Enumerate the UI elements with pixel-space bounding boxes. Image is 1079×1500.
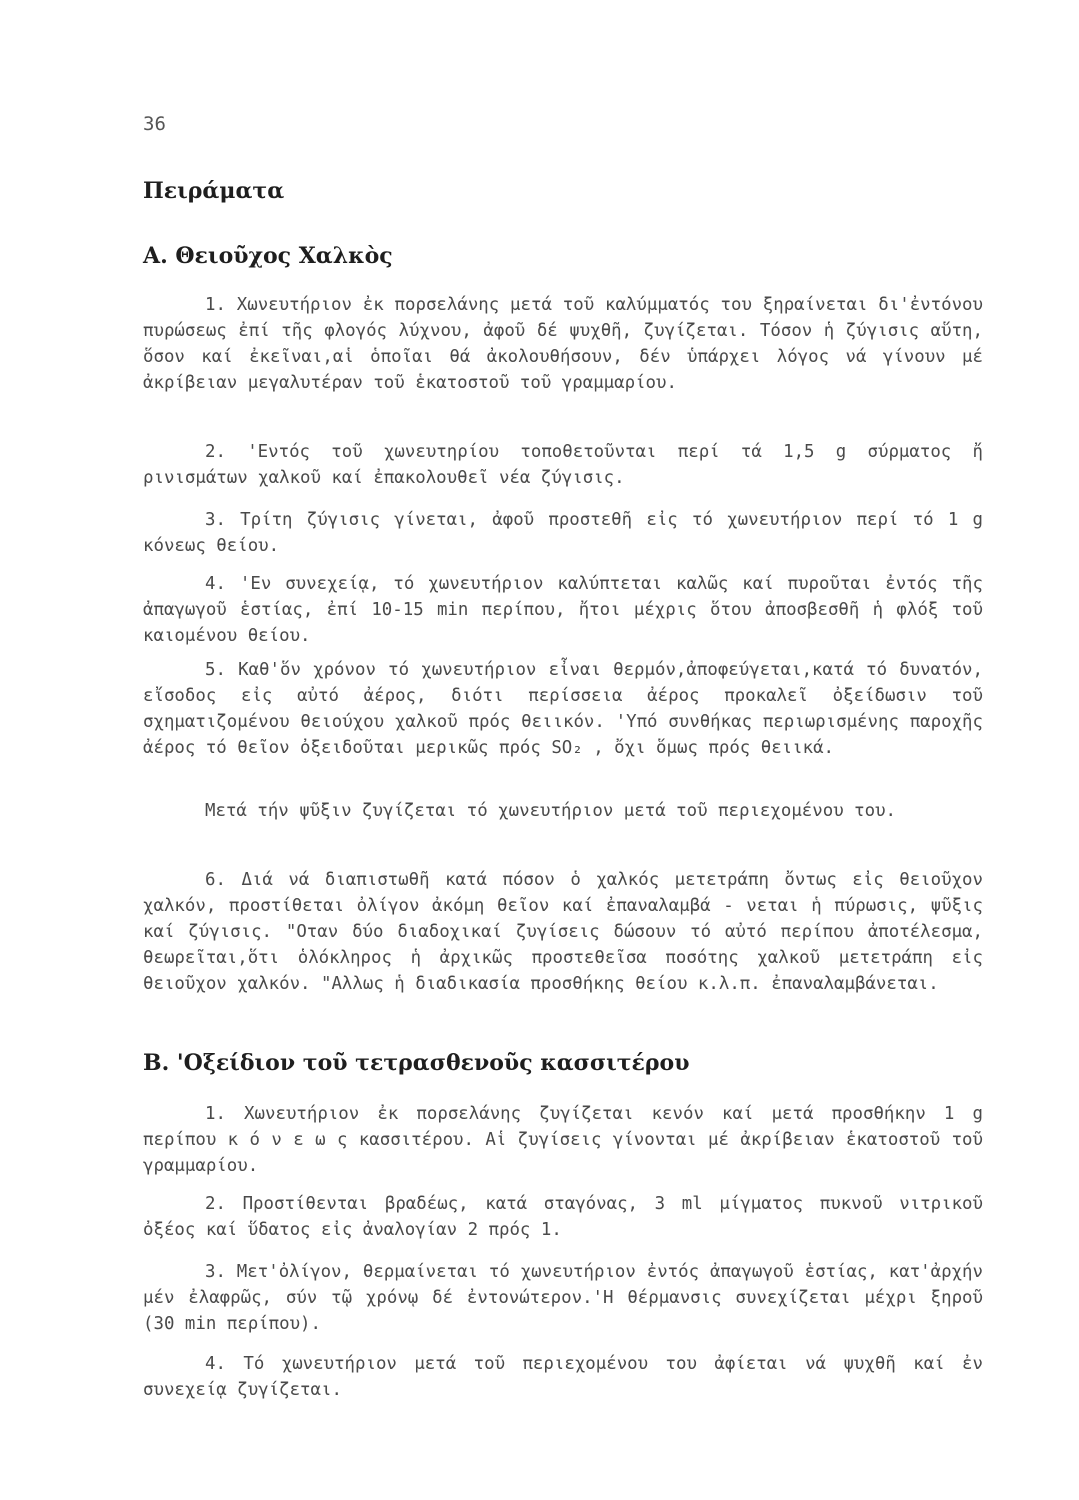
section-a-paragraph-3: 3. Τρίτη ζύγισις γίνεται, ἀφοῦ προστεθῆ εἰς τό χωνευτήριον περί τό 1 g κόνεως θείου. <box>143 510 983 556</box>
section-a-paragraph-5-continued: Μετά τήν ψῦξιν ζυγίζεται τό χωνευτήριον μετά τοῦ περιεχομένου του. <box>205 801 897 821</box>
section-a-paragraph-4: 4. 'Εν συνεχείᾳ, τό χωνευτήριον καλύπτεται καλῶς καί πυροῦται ἐντός τῆς ἀπαγωγοῦ ἑστίας, ἐπί 10-15 min περίπου, ἤτοι μέχρις ὅτου ἀποσβεσθῆ ἡ φλόξ τοῦ καιομένου θείου. <box>143 574 983 646</box>
section-a-paragraph-6: 6. Διά νά διαπιστωθῆ κατά πόσον ὁ χαλκός μετετράπη ὄντως εἰς θειοῦχον χαλκόν, προστίθεται ὀλίγον ἀκόμη θεῖον καί ἐπαναλαμβά - νεται ἡ πύρωσις, ψῦξις καί ζύγισις. "Οταν δύο διαδοχικαί ζυγίσεις δώσουν τό αὐτό περίπου ἀποτέλεσμα, θεωρεῖται,ὅτι ὁλόκληρος ἡ ἀρχικῶς προστεθεῖσα ποσότης χαλκοῦ μετετράπη εἰς θειοῦχον χαλκόν. "Αλλως ἡ διαδικασία προσθήκης θείου κ.λ.π. ἐπαναλαμβάνεται. <box>143 870 983 994</box>
section-b-paragraph-1: 1. Χωνευτήριον ἐκ πορσελάνης ζυγίζεται κενόν καί μετά προσθήκην 1 g περίπου κ ό ν ε ω ς κασσιτέρου. Αἱ ζυγίσεις γίνονται μέ ἀκρίβειαν ἑκατοστοῦ τοῦ γραμμαρίου. <box>143 1104 983 1176</box>
section-a-title: Α. Θειοῦχος Χαλκὸς <box>143 243 393 269</box>
section-b-paragraph-4: 4. Τό χωνευτήριον μετά τοῦ περιεχομένου του ἀφίεται νά ψυχθῆ καί ἐν συνεχείᾳ ζυγίζεται. <box>143 1354 983 1400</box>
section-b-title: Β. 'Οξείδιον τοῦ τετρασθενοῦς κασσιτέρου <box>143 1050 690 1076</box>
section-b-paragraph-2: 2. Προστίθενται βραδέως, κατά σταγόνας, 3 ml μίγματος πυκνοῦ νιτρικοῦ ὀξέος καί ὕδατος εἰς ἀναλογίαν 2 πρός 1. <box>143 1194 983 1240</box>
section-a-paragraph-1: 1. Χωνευτήριον ἐκ πορσελάνης μετά τοῦ καλύμματός του ξηραίνεται δι'ἐντόνου πυρώσεως ἐπί τῆς φλογός λύχνου, ἀφοῦ δέ ψυχθῆ, ζυγίζεται. Τόσον ἡ ζύγισις αὕτη, ὅσον καί ἐκεῖναι,αἱ ὁποῖαι θά ἀκολουθήσουν, δέν ὑπάρχει λόγος νά γίνουν μέ ἀκρίβειαν μεγαλυτέραν τοῦ ἑκατοστοῦ τοῦ γραμμαρίου. <box>143 295 983 393</box>
section-a-paragraph-5: 5. Καθ'ὅν χρόνον τό χωνευτήριον εἶναι θερμόν,ἀποφεύγεται,κατά τό δυνατόν, εἴσοδος εἰς αὐτό ἀέρος, διότι περίσσεια ἀέρος προκαλεῖ ὀξείδωσιν τοῦ σχηματιζομένου θειούχου χαλκοῦ πρός θειικόν. 'Υπό συνθήκας περιωρισμένης παροχῆς ἀέρος τό θεῖον ὀξειδοῦται μερικῶς πρός SO₂ , ὄχι ὅμως πρός θειικά. <box>143 660 983 758</box>
page-heading: Πειράματα <box>143 178 285 204</box>
page-number: 36 <box>143 113 166 135</box>
section-a-paragraph-2: 2. 'Εντός τοῦ χωνευτηρίου τοποθετοῦνται περί τά 1,5 g σύρματος ἤ ρινισμάτων χαλκοῦ καί ἐπακολουθεῖ νέα ζύγισις. <box>143 442 983 488</box>
section-b-paragraph-3: 3. Μετ'ὀλίγον, θερμαίνεται τό χωνευτήριον ἐντός ἀπαγωγοῦ ἑστίας, κατ'ἀρχήν μέν ἐλαφρῶς, σύν τῷ χρόνῳ δέ ἐντονώτερον.'Η θέρμανσις συνεχίζεται μέχρι ξηροῦ (30 min περίπου). <box>143 1262 983 1334</box>
